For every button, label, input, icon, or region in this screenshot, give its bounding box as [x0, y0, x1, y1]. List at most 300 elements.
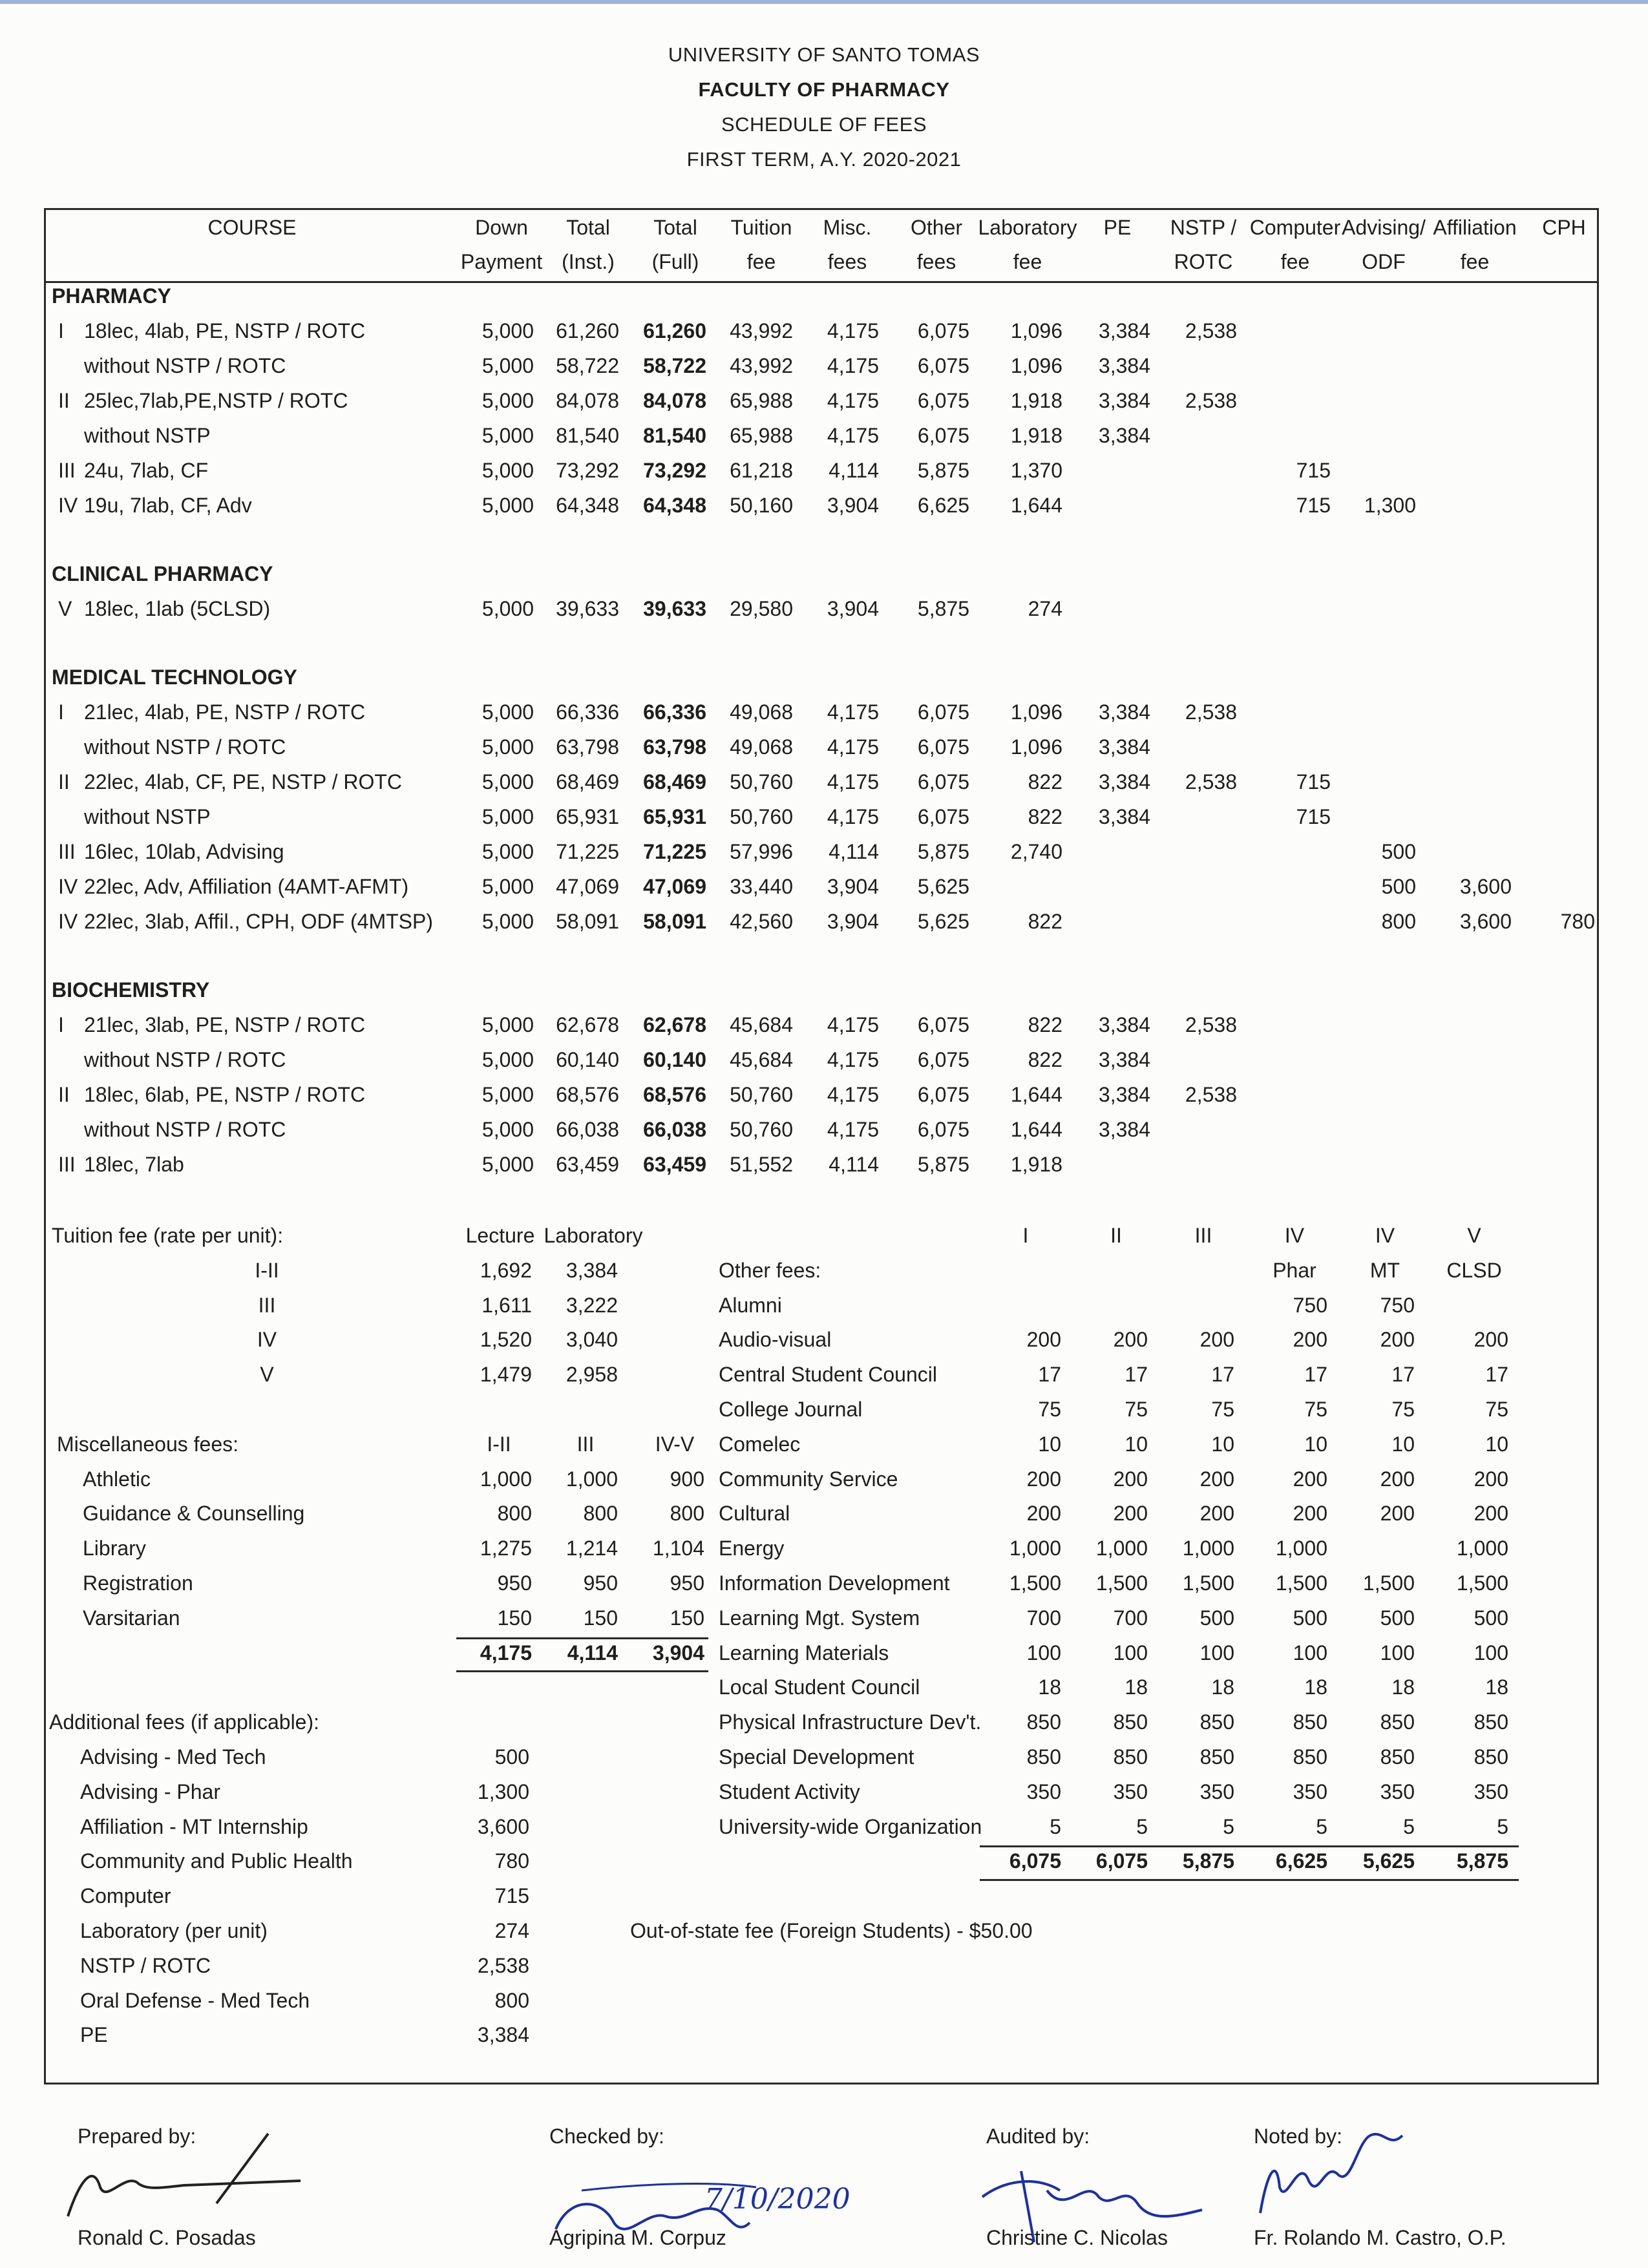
fee-value: 5,000 — [481, 910, 534, 933]
tuition-lab-value: 3,040 — [565, 1328, 618, 1351]
fee-value: 5,000 — [481, 1083, 534, 1106]
fee-value: 45,684 — [730, 1048, 793, 1071]
fee-value: 84,078 — [643, 389, 706, 412]
fee-value: 4,175 — [827, 700, 879, 724]
fee-value: 68,576 — [556, 1083, 619, 1106]
fee-value: 62,678 — [556, 1013, 619, 1036]
fee-value: 3,384 — [1098, 319, 1150, 342]
other-fee-value: 200 — [1293, 1328, 1327, 1351]
other-fee-value: 1,000 — [1456, 1537, 1508, 1560]
additional-fees-label: Additional fees (if applicable): — [49, 1710, 320, 1734]
misc-fee-value: 150 — [497, 1606, 532, 1630]
year-level: II — [58, 389, 70, 412]
signature-role: Checked by: — [549, 2125, 664, 2148]
other-fee-value: 850 — [1113, 1745, 1148, 1769]
column-header: Other — [910, 216, 963, 239]
other-fee-value: 10 — [1211, 1433, 1234, 1456]
fee-value: 63,459 — [643, 1153, 706, 1176]
misc-fee-value: 800 — [670, 1502, 704, 1525]
signatory-name: Agripina M. Corpuz — [549, 2226, 726, 2249]
misc-subtotal-rule — [456, 1637, 708, 1639]
other-fee-value: 5 — [1050, 1815, 1061, 1838]
other-fee-value: 500 — [1293, 1606, 1327, 1630]
tuition-lab-value: 3,222 — [565, 1294, 618, 1317]
course-description: 18lec, 6lab, PE, NSTP / ROTC — [84, 1083, 366, 1106]
column-header: Payment — [460, 250, 543, 273]
course-description: without NSTP / ROTC — [84, 1118, 286, 1141]
fee-value: 3,904 — [827, 875, 879, 898]
other-fee-total: 6,625 — [1275, 1849, 1327, 1873]
fee-value: 4,114 — [829, 1153, 879, 1176]
fee-value: 4,175 — [827, 1083, 879, 1106]
year-level: I — [58, 319, 64, 342]
course-description: without NSTP / ROTC — [84, 735, 286, 759]
fee-value: 66,038 — [556, 1118, 619, 1141]
fee-value: 6,075 — [917, 1083, 969, 1106]
other-fee-col-header: II — [1110, 1224, 1122, 1247]
additional-fee-name: Computer — [80, 1884, 171, 1907]
misc-total-value: 4,114 — [567, 1641, 618, 1664]
column-header: fees — [827, 250, 867, 273]
additional-fee-name: Community and Public Health — [80, 1849, 353, 1873]
year-level: II — [58, 1083, 70, 1106]
fee-value: 6,075 — [917, 424, 969, 447]
fee-value: 500 — [1381, 840, 1416, 863]
other-fee-value: 850 — [1026, 1710, 1061, 1734]
fee-value: 50,760 — [730, 770, 793, 793]
fee-value: 68,469 — [643, 770, 706, 793]
other-fee-value: 200 — [1113, 1502, 1148, 1525]
course-description: 22lec, 3lab, Affil., CPH, ODF (4MTSP) — [84, 910, 434, 933]
fee-value: 1,918 — [1010, 389, 1062, 412]
other-fee-col-header: III — [1194, 1224, 1212, 1247]
fee-value: 65,931 — [643, 805, 706, 828]
fee-value: 3,384 — [1098, 1083, 1150, 1106]
other-fee-value: 200 — [1380, 1328, 1415, 1351]
other-fee-value: 200 — [1293, 1502, 1327, 1525]
other-fee-value: 17 — [1038, 1363, 1061, 1386]
other-fee-value: 18 — [1038, 1675, 1061, 1699]
fee-value: 3,904 — [827, 597, 879, 620]
fee-value: 50,760 — [730, 1118, 793, 1141]
fee-value: 3,600 — [1459, 910, 1512, 933]
column-header: Affiliation — [1433, 216, 1517, 239]
signatory-name: Ronald C. Posadas — [78, 2226, 256, 2249]
misc-fees-label: Miscellaneous fees: — [57, 1433, 239, 1456]
fee-value: 1,096 — [1010, 354, 1062, 377]
term-label: FIRST TERM, A.Y. 2020-2021 — [686, 148, 962, 171]
other-fee-value: 75 — [1304, 1398, 1327, 1421]
fee-value: 5,625 — [917, 910, 969, 933]
column-header: ODF — [1362, 250, 1406, 273]
tuition-year: III — [258, 1294, 276, 1317]
fee-value: 6,075 — [917, 389, 969, 412]
additional-fee-value: 3,600 — [477, 1815, 529, 1838]
other-fee-value: 1,000 — [1095, 1537, 1148, 1560]
fee-value: 58,722 — [643, 354, 706, 377]
fee-value: 65,988 — [730, 424, 793, 447]
misc-fee-value: 900 — [670, 1467, 704, 1491]
fee-value: 43,992 — [730, 354, 793, 377]
fee-value: 5,000 — [481, 875, 534, 898]
other-fee-value: 200 — [1380, 1467, 1415, 1491]
other-fee-value: 700 — [1113, 1606, 1148, 1630]
fee-value: 64,348 — [643, 494, 706, 517]
fee-value: 2,538 — [1185, 700, 1237, 724]
fee-value: 66,038 — [643, 1118, 706, 1141]
fee-value: 822 — [1028, 910, 1062, 933]
column-header: fee — [1280, 250, 1310, 273]
fee-value: 4,175 — [827, 770, 879, 793]
tuition-lecture-value: 1,479 — [480, 1363, 532, 1386]
other-fee-value: 10 — [1304, 1433, 1327, 1456]
additional-fee-value: 715 — [494, 1884, 529, 1907]
additional-fee-value: 2,538 — [477, 1954, 529, 1977]
other-fee-value: 1,500 — [1456, 1571, 1508, 1595]
other-fee-value: 200 — [1380, 1502, 1415, 1525]
other-fee-value: 10 — [1038, 1433, 1061, 1456]
misc-fee-name: Guidance & Counselling — [83, 1502, 305, 1525]
fee-value: 822 — [1028, 1048, 1062, 1071]
other-fee-value: 75 — [1391, 1398, 1415, 1421]
other-fee-value: 200 — [1474, 1328, 1508, 1351]
other-fee-value: 200 — [1026, 1467, 1061, 1491]
fee-value: 1,096 — [1010, 700, 1062, 724]
fee-value: 47,069 — [643, 875, 706, 898]
other-fee-value: 1,000 — [1009, 1537, 1061, 1560]
fee-value: 68,469 — [556, 770, 619, 793]
fee-value: 3,600 — [1459, 875, 1512, 898]
course-description: 18lec, 7lab — [84, 1153, 184, 1176]
course-description: 21lec, 4lab, PE, NSTP / ROTC — [84, 700, 366, 724]
fee-value: 5,000 — [481, 770, 534, 793]
fee-value: 3,384 — [1098, 700, 1150, 724]
fee-value: 4,175 — [827, 735, 879, 759]
other-fee-value: 200 — [1113, 1328, 1148, 1351]
tuition-year: IV — [257, 1328, 277, 1351]
tuition-lecture-value: 1,520 — [480, 1328, 532, 1351]
fee-value: 3,384 — [1098, 735, 1150, 759]
other-fee-value: 10 — [1391, 1433, 1415, 1456]
other-fee-value: 1,500 — [1275, 1571, 1327, 1595]
section-title: MEDICAL TECHNOLOGY — [52, 666, 297, 689]
signature-castro — [1247, 2116, 1415, 2232]
signatory-name: Christine C. Nicolas — [986, 2226, 1168, 2249]
other-fee-value: 5 — [1223, 1815, 1234, 1838]
misc-fee-value: 150 — [670, 1606, 704, 1630]
other-fee-value: 350 — [1199, 1780, 1234, 1803]
other-fee-name: Physical Infrastructure Dev't. — [719, 1710, 982, 1734]
fee-value: 61,260 — [643, 319, 706, 342]
fee-value: 1,096 — [1010, 319, 1062, 342]
header-divider — [44, 281, 1599, 283]
column-header: (Full) — [651, 250, 699, 273]
signature-posadas — [55, 2126, 313, 2236]
other-fee-value: 17 — [1304, 1363, 1327, 1386]
fee-value: 3,384 — [1098, 424, 1150, 447]
course-description: without NSTP — [84, 805, 211, 828]
fee-value: 2,538 — [1185, 389, 1237, 412]
other-fee-value: 1,000 — [1182, 1537, 1234, 1560]
other-fee-value: 18 — [1211, 1675, 1234, 1699]
fee-value: 6,075 — [917, 354, 969, 377]
fee-value: 64,348 — [556, 494, 619, 517]
fee-value: 780 — [1560, 910, 1595, 933]
column-header: Down — [475, 216, 528, 239]
fee-value: 60,140 — [556, 1048, 619, 1071]
other-fee-total: 5,625 — [1362, 1849, 1415, 1873]
tuition-lab-value: 3,384 — [565, 1259, 618, 1282]
other-fee-name: Special Development — [719, 1745, 914, 1769]
fee-value: 66,336 — [556, 700, 619, 724]
fee-value: 49,068 — [730, 735, 793, 759]
other-fee-value: 10 — [1485, 1433, 1508, 1456]
other-fee-subheader: Phar — [1273, 1259, 1316, 1282]
other-fee-col-header: I — [1022, 1224, 1029, 1247]
other-fees-total-underline — [980, 1879, 1519, 1881]
misc-total-value: 3,904 — [652, 1641, 704, 1664]
fee-value: 4,175 — [827, 354, 879, 377]
other-fee-value: 100 — [1380, 1641, 1415, 1664]
misc-fee-value: 1,000 — [565, 1467, 618, 1491]
signature-role: Audited by: — [986, 2125, 1090, 2148]
other-fee-col-header: IV — [1375, 1224, 1395, 1247]
other-fee-value: 75 — [1485, 1398, 1508, 1421]
fee-value: 63,798 — [556, 735, 619, 759]
year-level: III — [58, 840, 76, 863]
fee-value: 5,875 — [917, 1153, 969, 1176]
other-fees-label: Other fees: — [719, 1259, 821, 1282]
column-header: Misc. — [823, 216, 872, 239]
fee-value: 29,580 — [730, 597, 793, 620]
faculty-name: FACULTY OF PHARMACY — [698, 78, 950, 101]
fee-value: 61,260 — [556, 319, 619, 342]
other-fee-value: 75 — [1038, 1398, 1061, 1421]
additional-fee-name: Laboratory (per unit) — [80, 1919, 268, 1942]
course-description: 24u, 7lab, CF — [84, 459, 209, 482]
fee-value: 58,091 — [643, 910, 706, 933]
misc-fee-value: 1,104 — [652, 1537, 704, 1560]
column-header: CPH — [1542, 216, 1586, 239]
other-fee-value: 100 — [1026, 1641, 1061, 1664]
fee-value: 84,078 — [556, 389, 619, 412]
other-fee-value: 18 — [1125, 1675, 1148, 1699]
other-fee-value: 500 — [1474, 1606, 1508, 1630]
fee-value: 715 — [1296, 770, 1331, 793]
fee-value: 45,684 — [730, 1013, 793, 1036]
fee-value: 1,096 — [1010, 735, 1062, 759]
fee-value: 50,760 — [730, 1083, 793, 1106]
fee-value: 4,175 — [827, 389, 879, 412]
fee-value: 1,644 — [1010, 1083, 1062, 1106]
other-fee-value: 5 — [1136, 1815, 1148, 1838]
fee-value: 81,540 — [556, 424, 619, 447]
other-fee-value: 350 — [1474, 1780, 1508, 1803]
other-fee-name: Cultural — [719, 1502, 790, 1525]
other-fee-value: 17 — [1391, 1363, 1415, 1386]
other-fee-value: 850 — [1199, 1710, 1234, 1734]
other-fee-value: 850 — [1293, 1745, 1327, 1769]
course-description: 22lec, Adv, Affiliation (4AMT-AFMT) — [84, 875, 409, 898]
document-header — [0, 37, 1648, 177]
year-level: I — [58, 700, 64, 724]
additional-fee-value: 780 — [494, 1849, 529, 1873]
fee-value: 4,175 — [827, 1118, 879, 1141]
fee-value: 6,075 — [917, 735, 969, 759]
other-fee-value: 850 — [1026, 1745, 1061, 1769]
column-header: Total — [566, 216, 610, 239]
column-header: COURSE — [207, 216, 297, 239]
signature-role: Prepared by: — [78, 2125, 196, 2148]
additional-fee-value: 1,300 — [477, 1780, 529, 1803]
column-header: (Inst.) — [562, 250, 615, 273]
other-fee-value: 200 — [1026, 1328, 1061, 1351]
other-fee-name: Alumni — [719, 1294, 782, 1317]
fee-value: 2,538 — [1185, 770, 1237, 793]
fee-value: 6,075 — [917, 319, 969, 342]
fee-value: 5,000 — [481, 840, 534, 863]
other-fee-value: 850 — [1113, 1710, 1148, 1734]
fee-value: 274 — [1028, 597, 1062, 620]
misc-fee-value: 150 — [583, 1606, 618, 1630]
other-fee-col-header: V — [1467, 1224, 1481, 1247]
fee-value: 43,992 — [730, 319, 793, 342]
tuition-year: V — [260, 1363, 274, 1386]
fee-value: 71,225 — [643, 840, 706, 863]
tuition-lecture-header: Lecture — [465, 1224, 535, 1247]
other-fee-value: 850 — [1474, 1710, 1508, 1734]
fee-value: 500 — [1381, 875, 1416, 898]
fee-value: 5,000 — [481, 805, 534, 828]
top-border — [0, 0, 1648, 4]
fee-value: 5,000 — [481, 597, 534, 620]
misc-col-header: I-II — [487, 1433, 511, 1456]
other-fee-value: 18 — [1304, 1675, 1327, 1699]
other-fee-name: Information Development — [719, 1571, 950, 1595]
fee-value: 4,175 — [827, 319, 879, 342]
fee-value: 1,644 — [1010, 1118, 1062, 1141]
other-fee-name: College Journal — [719, 1398, 863, 1421]
other-fee-value: 1,500 — [1095, 1571, 1148, 1595]
fee-value: 49,068 — [730, 700, 793, 724]
other-fee-value: 5 — [1316, 1815, 1327, 1838]
other-fee-value: 850 — [1380, 1745, 1415, 1769]
signature-corpuz — [543, 2171, 853, 2262]
fee-value: 6,075 — [917, 1013, 969, 1036]
other-fee-value: 350 — [1293, 1780, 1327, 1803]
column-header: Laboratory — [978, 216, 1077, 239]
misc-fee-value: 800 — [583, 1502, 618, 1525]
fee-value: 81,540 — [643, 424, 706, 447]
year-level: III — [58, 459, 76, 482]
fee-value: 73,292 — [643, 459, 706, 482]
fee-value: 42,560 — [730, 910, 793, 933]
section-title: CLINICAL PHARMACY — [52, 562, 273, 585]
other-fee-value: 200 — [1199, 1467, 1234, 1491]
column-header: NSTP / — [1170, 216, 1237, 239]
fee-value: 57,996 — [730, 840, 793, 863]
fee-value: 5,000 — [481, 1118, 534, 1141]
tuition-lab-header: Laboratory — [544, 1224, 643, 1247]
other-fee-value: 700 — [1026, 1606, 1061, 1630]
year-level: IV — [58, 494, 78, 517]
fee-value: 5,875 — [917, 597, 969, 620]
fee-value: 51,552 — [730, 1153, 793, 1176]
fee-value: 58,722 — [556, 354, 619, 377]
other-fee-value: 200 — [1293, 1467, 1327, 1491]
other-fee-value: 850 — [1380, 1710, 1415, 1734]
fee-value: 822 — [1028, 805, 1062, 828]
fee-value: 5,000 — [481, 319, 534, 342]
other-fee-name: Energy — [719, 1537, 785, 1560]
fee-value: 800 — [1381, 910, 1416, 933]
signature-date: 7/10/2020 — [704, 2183, 850, 2216]
fee-value: 4,175 — [827, 805, 879, 828]
course-description: 18lec, 1lab (5CLSD) — [84, 597, 271, 620]
other-fee-value: 750 — [1380, 1294, 1415, 1317]
other-fee-value: 5 — [1403, 1815, 1415, 1838]
other-fee-name: Audio-visual — [719, 1328, 832, 1351]
misc-fee-value: 950 — [497, 1571, 532, 1595]
other-fee-value: 850 — [1199, 1745, 1234, 1769]
other-fee-value: 18 — [1485, 1675, 1508, 1699]
other-fee-value: 18 — [1391, 1675, 1415, 1699]
course-description: 16lec, 10lab, Advising — [84, 840, 284, 863]
other-fee-subheader: MT — [1369, 1259, 1400, 1282]
other-fee-name: Central Student Council — [719, 1363, 937, 1386]
misc-fee-name: Registration — [83, 1571, 193, 1595]
fee-value: 3,384 — [1098, 770, 1150, 793]
other-fee-value: 200 — [1474, 1467, 1508, 1491]
fee-value: 715 — [1296, 805, 1331, 828]
other-fee-name: Learning Mgt. System — [719, 1606, 920, 1630]
course-description: without NSTP — [84, 424, 211, 447]
fee-value: 39,633 — [643, 597, 706, 620]
column-header: Computer — [1249, 216, 1341, 239]
other-fee-value: 100 — [1293, 1641, 1327, 1664]
fee-value: 5,625 — [917, 875, 969, 898]
fee-value: 73,292 — [556, 459, 619, 482]
signature-nicolas — [969, 2152, 1215, 2249]
tuition-rate-label: Tuition fee (rate per unit): — [52, 1224, 284, 1247]
fee-value: 66,336 — [643, 700, 706, 724]
other-fee-name: Community Service — [719, 1467, 898, 1491]
other-fee-total: 5,875 — [1182, 1849, 1234, 1873]
other-fee-name: Learning Materials — [719, 1641, 889, 1664]
fee-value: 5,000 — [481, 1048, 534, 1071]
additional-fee-name: Advising - Med Tech — [80, 1745, 266, 1769]
fee-value: 3,904 — [827, 910, 879, 933]
signatory-name: Fr. Rolando M. Castro, O.P. — [1254, 2226, 1506, 2249]
university-name: UNIVERSITY OF SANTO TOMAS — [668, 43, 980, 66]
other-fee-value: 750 — [1293, 1294, 1327, 1317]
other-fee-value: 1,500 — [1182, 1571, 1234, 1595]
other-fee-value: 10 — [1125, 1433, 1148, 1456]
misc-fee-value: 950 — [670, 1571, 704, 1595]
fee-value: 5,875 — [917, 840, 969, 863]
additional-fee-name: NSTP / ROTC — [80, 1954, 211, 1977]
misc-total-underline — [456, 1670, 708, 1672]
fee-value: 3,904 — [827, 494, 879, 517]
other-fee-name: Local Student Council — [719, 1675, 920, 1699]
fee-value: 4,114 — [829, 840, 879, 863]
section-title: BIOCHEMISTRY — [52, 978, 210, 1002]
fee-value: 4,175 — [827, 1013, 879, 1036]
additional-fee-value: 274 — [494, 1919, 529, 1942]
fee-value: 4,175 — [827, 424, 879, 447]
other-fee-value: 850 — [1474, 1745, 1508, 1769]
fee-value: 5,000 — [481, 494, 534, 517]
